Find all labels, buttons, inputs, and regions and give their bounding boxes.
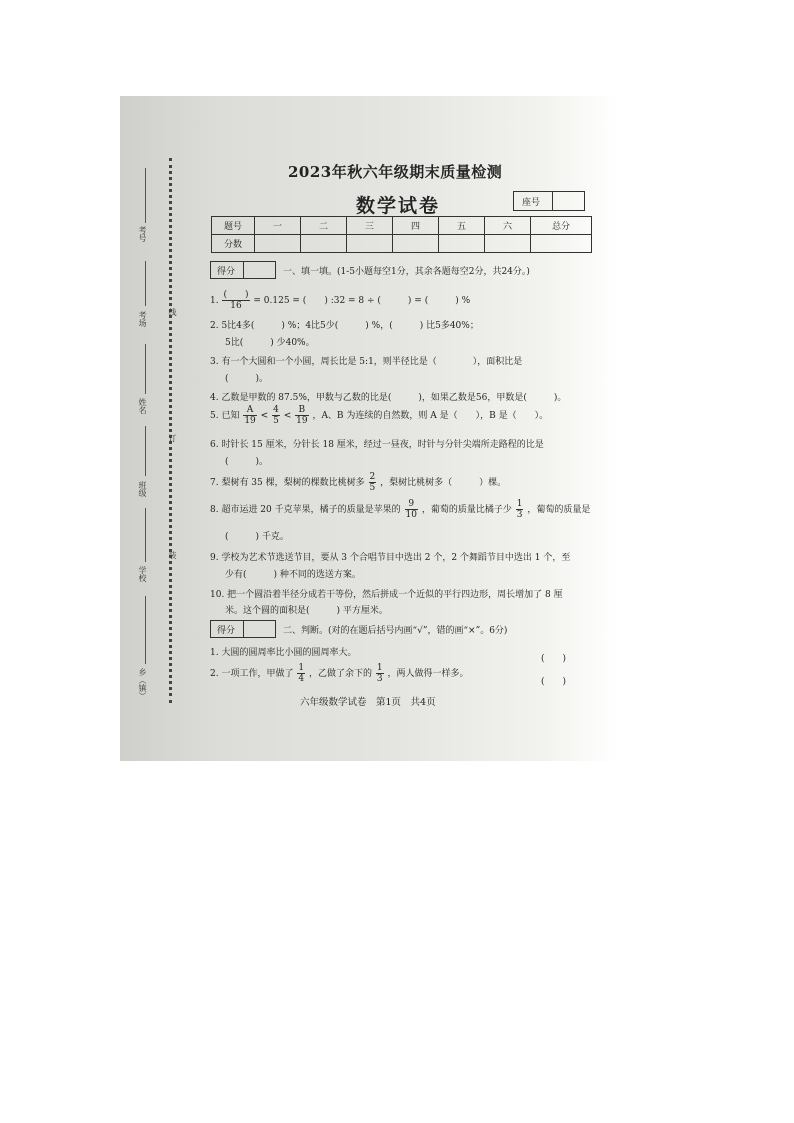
question-9-line2: 少有( ) 种不同的选送方案。 — [225, 570, 361, 580]
score-table-cell: 六 — [485, 217, 531, 235]
binding-mark-staple: 订 — [168, 434, 177, 442]
section2-heading: 二、判断。(对的在题后括号内画“√”，错的画“×”。6分) — [283, 626, 508, 636]
question-10-line2: 米。这个圆的面积是( ) 平方厘米。 — [225, 606, 388, 616]
judge-question-2: 2. 一项工作，甲做了 $\frac{1}{4}$ ，乙做了余下的 $\frac{1}{3}$ ，两人做得一样多。 — [210, 663, 469, 684]
seat-number-label: 座号 — [522, 198, 541, 208]
field-school-label: 学校 — [138, 566, 147, 582]
section2-score-box — [210, 620, 276, 638]
score-cell-4[interactable] — [393, 235, 439, 253]
score-box-label: 得分 — [217, 626, 236, 636]
exam-subtitle: 数学试卷 — [356, 195, 441, 217]
score-table-cell: 题号 — [212, 217, 255, 235]
binding-mark-bind: 装 — [168, 551, 177, 559]
question-9-line1: 9. 学校为艺术节选送节目，要从 3 个合唱节目中选出 2 个，2 个舞蹈节目中选出 1 个，至 — [210, 553, 571, 563]
score-table-score-row — [212, 235, 592, 253]
score-table-cell: 二 — [301, 217, 347, 235]
field-class-line — [145, 426, 146, 476]
score-table-cell: 五 — [439, 217, 485, 235]
score-cell-1[interactable] — [255, 235, 301, 253]
section1-heading: 一、填一填。(1-5小题每空1分，其余各题每空2分，共24分。) — [283, 267, 530, 277]
field-school-line — [145, 508, 146, 562]
judge-answer-paren-1[interactable]: ( ) — [541, 654, 567, 664]
score-table — [211, 216, 592, 253]
question-4: 4. 乙数是甲数的 87.5%，甲数与乙数的比是( )，如果乙数是56，甲数是( )。 — [210, 393, 567, 403]
exam-title: 2023年秋六年级期末质量检测 — [288, 163, 503, 181]
judge-question-1: 1. 大圆的圆周率比小圆的圆周率大。 — [210, 648, 357, 658]
score-cell-3[interactable] — [347, 235, 393, 253]
question-2-line1: 2. 5比4多( ) %；4比5少( ) %，( ) 比5多40%； — [210, 321, 479, 331]
exam-photo — [120, 96, 617, 761]
score-table-header-row — [212, 217, 592, 235]
question-2-line2: 5比( ) 少40%。 — [225, 338, 315, 348]
score-cell-5[interactable] — [439, 235, 485, 253]
question-10-line1: 10. 把一个圆沿着半径分成若干等份，然后拼成一个近似的平行四边形，周长增加了 8 厘 — [210, 590, 563, 600]
section1-score-box — [210, 261, 276, 279]
field-exam-room-line — [145, 261, 146, 306]
field-township-label: 乡（镇） — [138, 668, 147, 700]
question-6-line2: ( )。 — [225, 457, 269, 467]
score-box-label: 得分 — [217, 267, 236, 277]
field-township-line — [145, 596, 146, 664]
field-class-label: 班级 — [138, 481, 147, 497]
question-5: 5. 已知 $\frac{A}{19}$ < $\frac{4}{5}$ < $\frac{B}{19}$ ，A、B 为连续的自然数，则 A 是（ ），B 是（ ）。 — [210, 405, 549, 426]
field-name-label: 姓名 — [138, 398, 147, 414]
field-name-line — [145, 344, 146, 394]
judge-answer-paren-2[interactable]: ( ) — [541, 677, 567, 687]
score-table-row-label: 分数 — [212, 235, 255, 253]
field-exam-number-label: 考号 — [138, 226, 147, 242]
question-6-line1: 6. 时针长 15 厘米，分针长 18 厘米，经过一昼夜，时针与分针尖端所走路程的比是 — [210, 440, 544, 450]
question-3-line2: ( )。 — [225, 374, 269, 384]
score-cell-6[interactable] — [485, 235, 531, 253]
binding-mark-line: 线 — [168, 308, 177, 316]
field-exam-room-label: 考场 — [138, 311, 147, 327]
question-8: 8. 超市运进 20 千克苹果，橘子的质量是苹果的 $\frac{9}{10}$ ，葡萄的质量比橘子少 $\frac{1}{3}$ ，葡萄的质量是 — [210, 499, 591, 520]
score-table-cell: 四 — [393, 217, 439, 235]
score-table-cell: 三 — [347, 217, 393, 235]
question-7: 7. 梨树有 35 棵，梨树的棵数比桃树多 $\frac{2}{5}$ ，梨树比桃树多（ ）棵。 — [210, 472, 507, 493]
q1-fraction: $\frac{( )}{16}$ — [223, 290, 249, 311]
question-8-line2: ( ) 千克。 — [225, 532, 289, 542]
score-cell-total[interactable] — [531, 235, 592, 253]
score-table-cell: 一 — [255, 217, 301, 235]
binding-dotted-line — [169, 158, 172, 703]
score-table-cell: 总分 — [531, 217, 592, 235]
question-3-line1: 3. 有一个大圆和一个小圆，周长比是 5:1，则半径比是（ ），面积比是 — [210, 357, 523, 367]
seat-number-box — [513, 191, 585, 211]
question-1: 1. $\frac{( )}{16}$ = 0.125 = ( ) :32 = 8 ÷ ( ) = ( ) % — [210, 290, 471, 311]
page-footer: 六年级数学试卷 第1页 共4页 — [300, 697, 436, 708]
score-cell-2[interactable] — [301, 235, 347, 253]
field-exam-number-line — [145, 168, 146, 223]
